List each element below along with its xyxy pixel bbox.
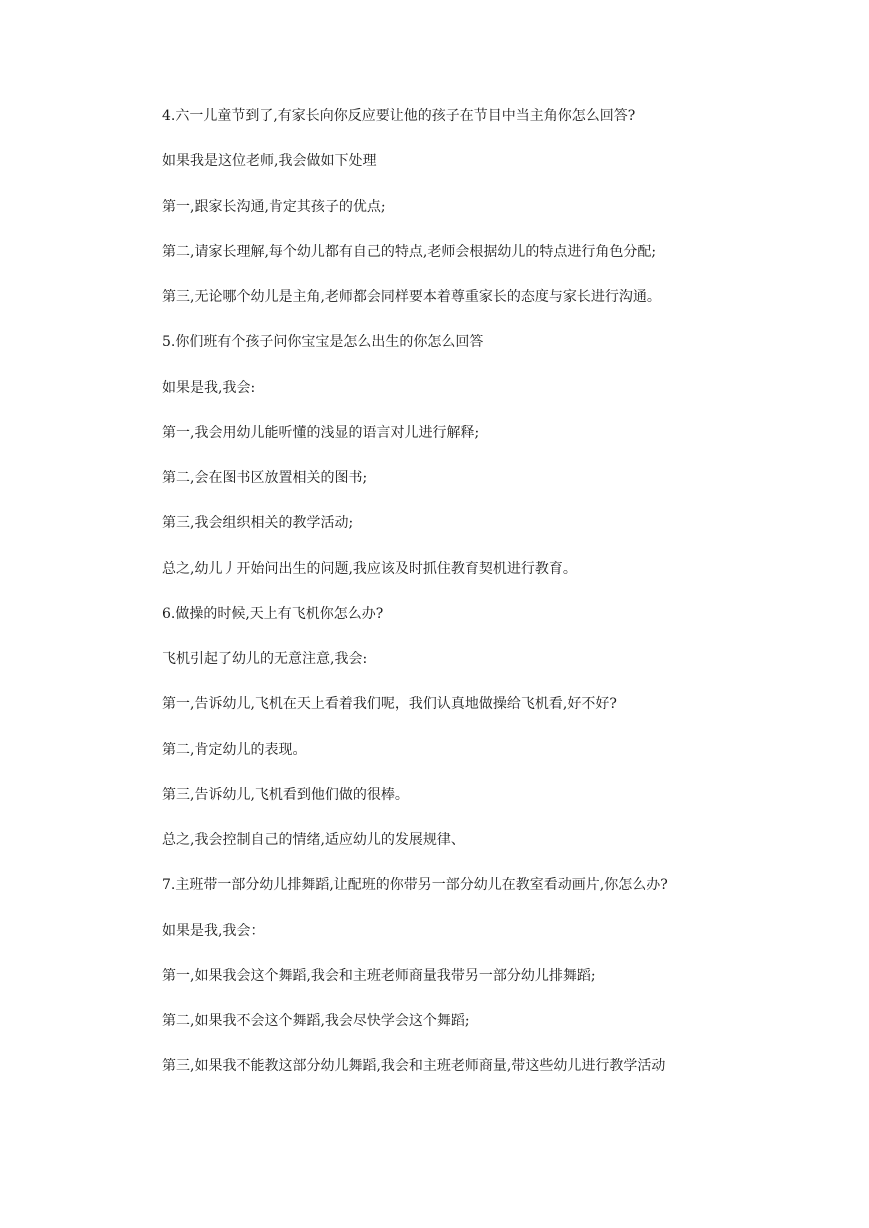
answer-4-intro: 如果我是这位老师,我会做如下处理 (162, 153, 377, 170)
question-4-heading: 4.六一儿童节到了,有家长向你反应要让他的孩子在节目中当主角你怎么回答? (162, 108, 636, 124)
question-5-heading: 5.你们班有个孩子问你宝宝是怎么出生的你怎么回答 (162, 334, 484, 351)
answer-5-point-1: 第一,我会用幼儿能听懂的浅显的语言对儿进行解释; (162, 424, 480, 441)
answer-4-point-1: 第一,跟家长沟通,肯定其孩子的优点; (162, 198, 386, 215)
answer-6-point-2: 第二,肯定幼儿的表现。 (162, 741, 307, 758)
answer-4-point-2: 第二,请家长理解,每个幼儿都有自己的特点,老师会根据幼儿的特点进行角色分配; (162, 243, 657, 260)
answer-5-point-3: 第三,我会组织相关的教学活动; (162, 515, 354, 532)
answer-7-intro: 如果是我,我会： (162, 922, 265, 939)
question-7-heading: 7.主班带一部分幼儿排舞蹈,让配班的你带另一部分幼儿在教室看动画片,你怎么办? (162, 877, 668, 894)
answer-6-point-1: 第一,告诉幼儿,飞机在天上看着我们呢，我们认真地做操给飞机看,好不好? (162, 696, 617, 713)
answer-7-point-2: 第二,如果我不会这个舞蹈,我会尽快学会这个舞蹈; (162, 1013, 470, 1029)
answer-5-summary: 总之,幼儿丿开始问出生的问题,我应该及时抓住教育契机进行教育。 (162, 560, 577, 577)
answer-4-point-3: 第三,无论哪个幼儿是主角,老师都会同样要本着尊重家长的态度与家长进行沟通。 (162, 289, 661, 305)
answer-6-intro: 飞机引起了幼儿的无意注意,我会: (162, 651, 368, 667)
document-body (162, 104, 762, 1100)
answer-5-point-2: 第二,会在图书区放置相关的图书; (162, 470, 368, 486)
answer-7-point-1: 第一,如果我会这个舞蹈,我会和主班老师商量我带另一部分幼儿排舞蹈; (162, 967, 596, 984)
answer-6-point-3: 第三,告诉幼儿,飞机看到他们做的很棒。 (162, 786, 409, 803)
answer-6-summary: 总之,我会控制自己的情绪,适应幼儿的发展规律、 (162, 832, 465, 848)
answer-5-intro: 如果是我,我会: (162, 379, 256, 396)
answer-7-point-3: 第三,如果我不能教这部分幼儿舞蹈,我会和主班老师商量,带这些幼儿进行教学活动 (162, 1058, 666, 1075)
question-6-heading: 6.做操的时候,天上有飞机你怎么办? (162, 605, 384, 622)
